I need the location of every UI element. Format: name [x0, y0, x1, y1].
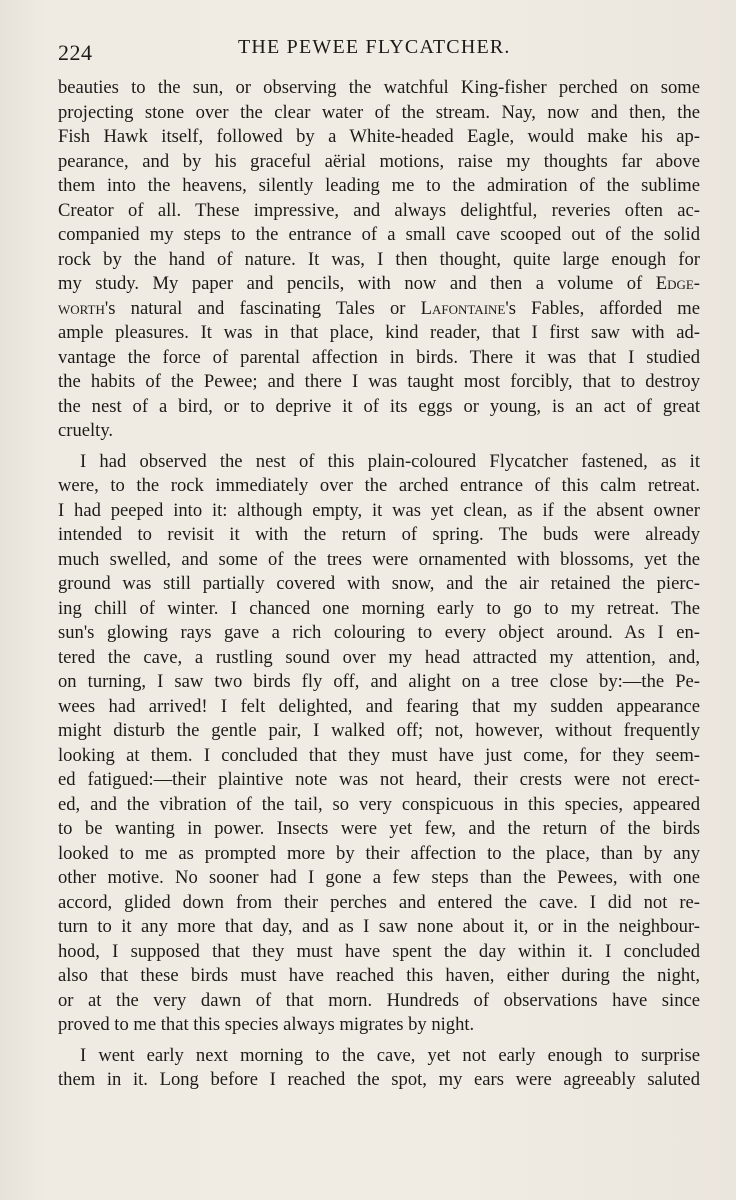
text-line: Creator of all. These impressive, and always delightful, reveries often ac- [58, 199, 700, 221]
text-line: intended to revisit it with the return of spring. The buds were already [58, 524, 700, 545]
text-line: turn to it any more that day, and as I saw none about it, or in the neighbour- [58, 916, 700, 937]
text-line: tered the cave, a rustling sound over my head attracted my attention, and, [58, 646, 700, 668]
text-line: also that these birds must have reached this haven, either during the night, [58, 965, 700, 986]
text-line: cruelty. [58, 420, 114, 441]
text-line: beauties to the sun, or observing the watchful King-fisher perched on some [58, 77, 700, 98]
text-line: the nest of a bird, or to deprive it of its eggs or young, is an act of great [58, 395, 700, 417]
text-line: them in it. Long before I reached the spot, my ears were agreeably saluted [58, 1069, 700, 1090]
text-line: ed fatigued:—their plaintive note was not heard, their crests were not erect- [58, 769, 700, 790]
text-line: worth's natural and fascinating Tales or Lafontaine's Fables, afforded me [58, 297, 700, 319]
paragraph [58, 450, 700, 1038]
text-line: hood, I supposed that they must have spent the day within it. I concluded [58, 940, 700, 962]
page-header [58, 34, 700, 64]
page-number: 224 [58, 40, 93, 65]
text-line: to be wanting in power. Insects were yet few, and the return of the birds [58, 818, 700, 839]
text-line: accord, glided down from their perches and entered the cave. I did not re- [58, 891, 700, 913]
text-line: projecting stone over the clear water of the stream. Nay, now and then, the [58, 101, 700, 123]
text-line: on turning, I saw two birds fly off, and alight on a tree close by:—the Pe- [58, 671, 700, 692]
text-line: I went early next morning to the cave, yet not early enough to surprise [80, 1044, 700, 1066]
text-line: rock by the hand of nature. It was, I then thought, quite large enough for [58, 248, 700, 270]
text-line: the habits of the Pewee; and there I was taught most forcibly, that to destroy [58, 371, 700, 392]
text-line: much swelled, and some of the trees were ornamented with blossoms, yet the [58, 548, 700, 570]
body-text [58, 76, 700, 1093]
text-line: ground was still partially covered with snow, and the air retained the pierc- [58, 573, 700, 594]
text-line: proved to me that this species always migrates by night. [58, 1014, 475, 1035]
text-line: might disturb the gentle pair, I walked off; not, however, without frequently [58, 720, 700, 741]
text-line: ed, and the vibration of the tail, so very conspicuous in this species, appeared [58, 793, 700, 815]
text-line: companied my steps to the entrance of a small cave scooped out of the solid [58, 224, 700, 245]
text-line: ample pleasures. It was in that place, kind reader, that I first saw with ad- [58, 322, 700, 343]
text-line: or at the very dawn of that morn. Hundreds of observations have since [58, 989, 700, 1011]
paragraph [58, 76, 700, 444]
text-line: ing chill of winter. I chanced one morning early to go to my retreat. The [58, 597, 700, 619]
text-line: wees had arrived! I felt delighted, and fearing that my sudden appearance [58, 695, 700, 717]
text-line: I had peeped into it: although empty, it was yet clean, as if the absent owner [58, 499, 700, 521]
text-line: sun's glowing rays gave a rich colouring to every object around. As I en- [58, 622, 700, 643]
text-line: other motive. No sooner had I gone a few steps than the Pewees, with one [58, 867, 700, 888]
text-line: pearance, and by his graceful aërial motions, raise my thoughts far above [58, 150, 700, 172]
text-line: looked to me as prompted more by their affection to the place, than by any [58, 842, 700, 864]
running-head: THE PEWEE FLYCATCHER. [238, 36, 511, 58]
text-line: I had observed the nest of this plain-coloured Flycatcher fastened, as it [80, 450, 700, 472]
text-line: were, to the rock immediately over the arched entrance of this calm retreat. [58, 475, 700, 496]
paragraph [58, 1044, 700, 1093]
text-line: my study. My paper and pencils, with now and then a volume of Edge- [58, 273, 700, 294]
text-line: them into the heavens, silently leading me to the admiration of the sublime [58, 175, 700, 196]
text-line: vantage the force of parental affection in birds. There it was that I studied [58, 346, 700, 368]
text-line: looking at them. I concluded that they must have just come, for they seem- [58, 744, 700, 766]
text-line: Fish Hawk itself, followed by a White-headed Eagle, would make his ap- [58, 126, 700, 147]
